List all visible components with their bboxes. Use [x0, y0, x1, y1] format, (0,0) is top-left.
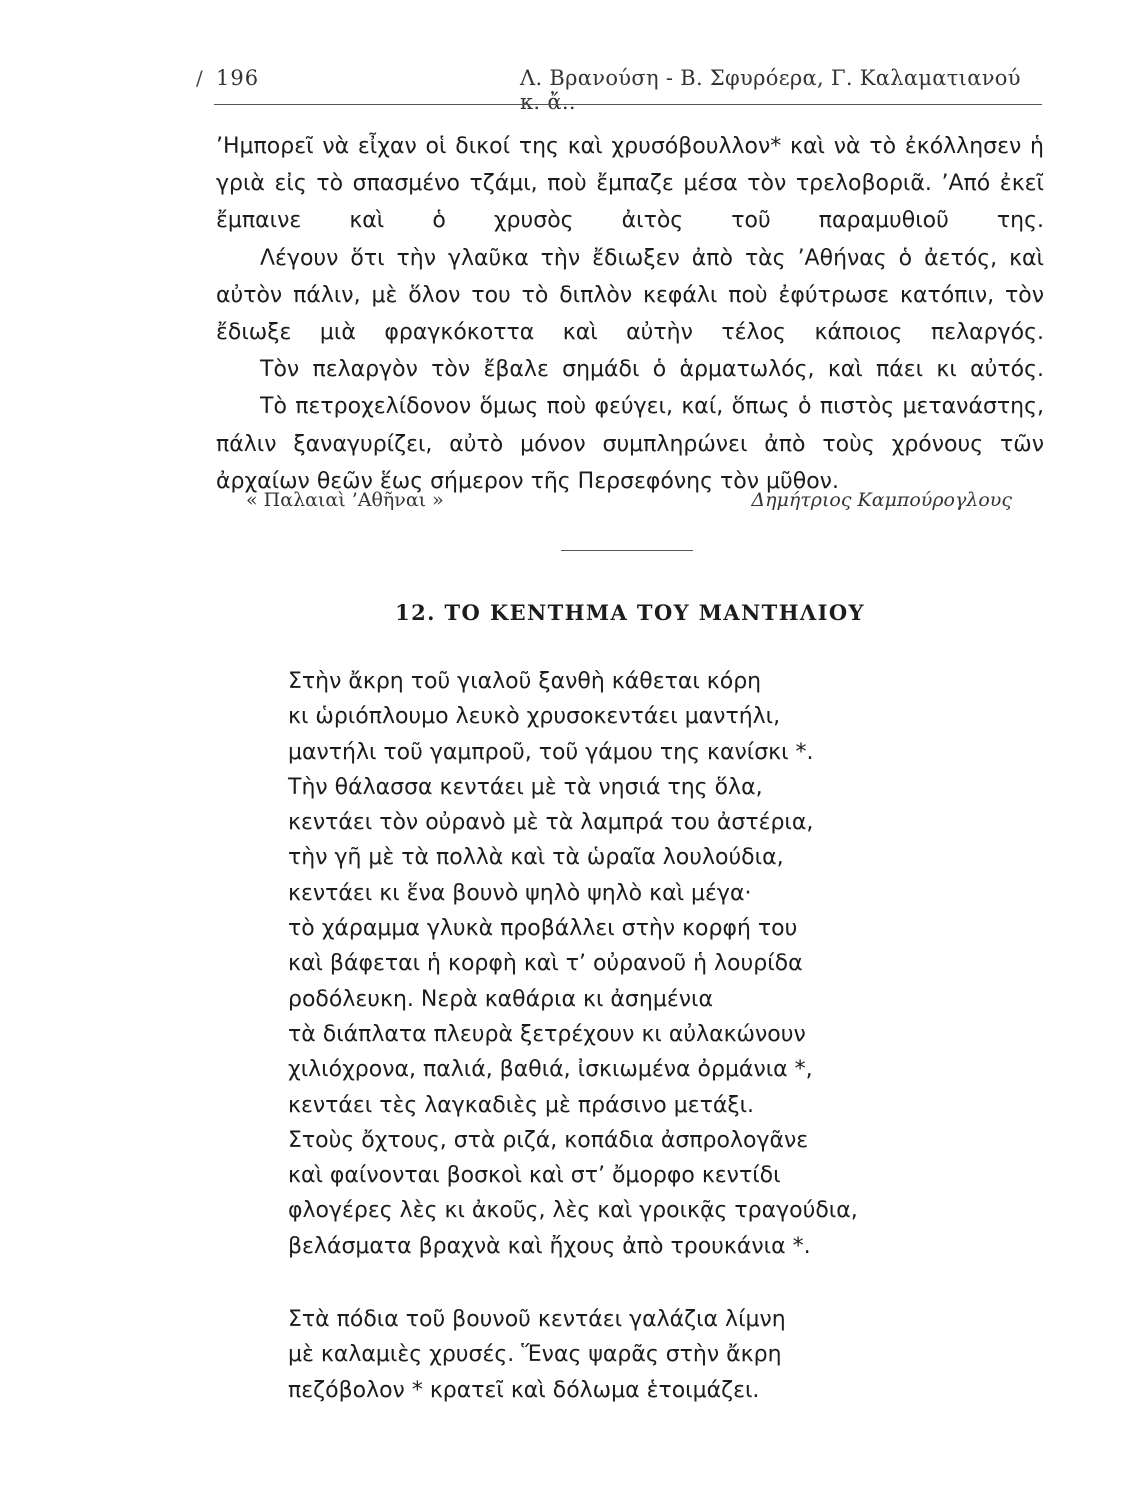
poem-line: κι ὡριόπλουμο λευκὸ χρυσοκεντάει μαντήλι,: [288, 704, 781, 730]
attribution-source: « Παλαιαὶ ’Αθῆναι »: [246, 489, 444, 511]
poem-line: Στοὺς ὄχτους, στὰ ριζά, κοπάδια ἀσπρολογᾶνε: [288, 1127, 809, 1153]
running-head: Λ. Βρανούση - Β. Σφυρόερα, Γ. Καλαματιανού κ. ἄ..: [520, 66, 1021, 114]
section-separator: [561, 550, 693, 551]
prose-paragraph: Τὸ πετροχελίδονον ὅμως ποὺ φεύγει, καί, ὅπως ὁ πιστὸς μετανάστης, πάλιν ξαναγυρίζει, αὐτὸ μόνον συμπληρώνει ἀπὸ τοὺς χρόνους τῶν ἀρχαίων θεῶν ἕως σήμερον τῆς Περσεφόνης τὸν μῦθον.: [216, 394, 1044, 494]
poem-title: 12. ΤΟ ΚΕΝΤΗΜΑ ΤΟΥ ΜΑΝΤΗΛΙΟΥ: [395, 600, 865, 625]
poem-line: Στὴν ἄκρη τοῦ γιαλοῦ ξανθὴ κάθεται κόρη: [288, 669, 762, 694]
stanza-break: [288, 1264, 1028, 1302]
prose-paragraph: Λέγουν ὅτι τὴν γλαῦκα τὴν ἔδιωξεν ἀπὸ τὰς ’Αθήνας ὁ ἀετός, καὶ αὐτὸν πάλιν, μὲ ὅλον του τὸ διπλὸν κεφάλι ποὺ ἐφύτρωσε κατόπιν, τὸν ἔδιωξε μιὰ φραγκόκοττα καὶ αὐτὴν τέλος κάποιος πελαργός.: [216, 245, 1044, 346]
poem-line: κεντάει τὲς λαγκαδιὲς μὲ πράσινο μετάξι.: [288, 1092, 755, 1118]
poem-line: καὶ βάφεται ἡ κορφὴ καὶ τ’ οὐρανοῦ ἡ λουρίδα: [288, 951, 803, 977]
poem-line: τὴν γῆ μὲ τὰ πολλὰ καὶ τὰ ὡραῖα λουλούδια,: [288, 845, 784, 871]
poem-line: πεζόβολον * κρατεῖ καὶ δόλωμα ἑτοιμάζει.: [288, 1377, 760, 1403]
header-mark: /: [196, 66, 203, 90]
header-rule: [214, 104, 1042, 105]
poem-line: Τὴν θάλασσα κεντάει μὲ τὰ νησιά της ὅλα,: [288, 774, 763, 800]
attribution: [246, 489, 1012, 517]
prose-paragraph: ’Ημπορεῖ νὰ εἶχαν οἱ δικοί της καὶ χρυσόβουλλον* καὶ νὰ τὸ ἐκόλλησεν ἡ γριὰ εἰς τὸ σπασμένο τζάμι, ποὺ ἔμπαζε μέσα τὸν τρελοβοριᾶ. ’Από ἐκεῖ ἔμπαινε καὶ ὁ χρυσὸς ἀιτὸς τοῦ παραμυθιοῦ της.: [216, 134, 1044, 234]
page-number: 196: [216, 66, 260, 90]
poem-line: καὶ φαίνονται βοσκοὶ καὶ στ’ ὄμορφο κεντίδι: [288, 1163, 781, 1189]
poem-line: ροδόλευκη. Νερὰ καθάρια κι ἀσημένια: [288, 986, 713, 1012]
poem-line: βελάσματα βραχνὰ καὶ ἤχους ἀπὸ τρουκάνια *.: [288, 1233, 811, 1259]
poem-line: τὸ χάραμμα γλυκὰ προβάλλει στὴν κορφή του: [288, 916, 798, 942]
poem-line: κεντάει τὸν οὐρανὸ μὲ τὰ λαμπρά του ἀστέρια,: [288, 810, 814, 836]
attribution-author: Δημήτριος Καμπούρογλους: [751, 489, 1012, 511]
poem-line: τὰ διάπλατα πλευρὰ ξετρέχουν κι αὐλακώνουν: [288, 1021, 806, 1047]
poem-line: χιλιόχρονα, παλιά, βαθιά, ἰσκιωμένα ὀρμάνια *,: [288, 1057, 813, 1083]
prose-section: [216, 128, 1044, 500]
prose-paragraph: Τὸν πελαργὸν τὸν ἔβαλε σημάδι ὁ ἁρματωλός, καὶ πάει κι αὐτός.: [260, 357, 1044, 383]
poem-line: Στὰ πόδια τοῦ βουνοῦ κεντάει γαλάζια λίμνη: [288, 1307, 786, 1333]
poem-line: μαντήλι τοῦ γαμπροῦ, τοῦ γάμου της κανίσκι *.: [288, 739, 814, 765]
poem-line: φλογέρες λὲς κι ἀκοῦς, λὲς καὶ γροικᾷς τραγούδια,: [288, 1198, 858, 1224]
poem-line: μὲ καλαμιὲς χρυσές. Ἕνας ψαρᾶς στὴν ἄκρη: [288, 1342, 782, 1368]
poem: [288, 664, 1028, 1408]
poem-line: κεντάει κι ἕνα βουνὸ ψηλὸ ψηλὸ καὶ μέγα·: [288, 880, 752, 906]
